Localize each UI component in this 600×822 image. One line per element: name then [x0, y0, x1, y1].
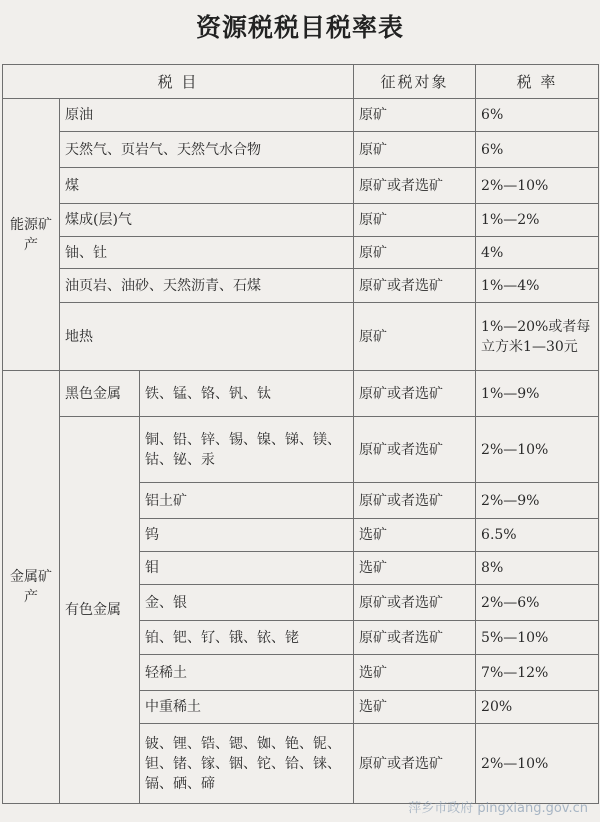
item-rate: 8% [476, 552, 599, 585]
item-object: 选矿 [354, 519, 476, 552]
item-rate: 4% [476, 237, 599, 269]
item-object: 原矿 [354, 204, 476, 237]
item-object: 原矿 [354, 303, 476, 371]
item-object: 原矿或者选矿 [354, 371, 476, 417]
item-name: 油页岩、油砂、天然沥青、石煤 [60, 269, 354, 303]
item-name: 钼 [140, 552, 354, 585]
item-object: 原矿或者选矿 [354, 168, 476, 204]
item-object: 原矿或者选矿 [354, 585, 476, 621]
item-object: 原矿或者选矿 [354, 269, 476, 303]
table-row [3, 417, 599, 483]
header-rate: 税 率 [476, 65, 599, 99]
item-name: 轻稀土 [140, 655, 354, 691]
item-name: 铍、锂、锆、锶、铷、铯、铌、钽、锗、镓、铟、铊、铪、铼、镉、硒、碲 [140, 724, 354, 804]
item-object: 原矿 [354, 132, 476, 168]
item-object: 选矿 [354, 655, 476, 691]
header-item: 税 目 [3, 65, 354, 99]
item-object: 原矿或者选矿 [354, 483, 476, 519]
item-object: 原矿 [354, 237, 476, 269]
table-row [3, 269, 599, 303]
item-name: 煤 [60, 168, 354, 204]
item-name: 钨 [140, 519, 354, 552]
item-rate: 6% [476, 132, 599, 168]
table-row [3, 237, 599, 269]
item-name: 中重稀土 [140, 691, 354, 724]
table-row [3, 303, 599, 371]
header-object: 征税对象 [354, 65, 476, 99]
category-energy: 能源矿产 [3, 99, 60, 371]
item-rate: 2%—10% [476, 168, 599, 204]
item-rate: 6.5% [476, 519, 599, 552]
item-object: 原矿或者选矿 [354, 417, 476, 483]
item-rate: 5%—10% [476, 621, 599, 655]
watermark: 萍乡市政府 pingxiang.gov.cn [408, 801, 588, 816]
item-name: 煤成(层)气 [60, 204, 354, 237]
item-object: 选矿 [354, 691, 476, 724]
table-row [3, 168, 599, 204]
item-name: 铂、钯、钌、锇、铱、铑 [140, 621, 354, 655]
item-rate: 1%—4% [476, 269, 599, 303]
item-rate: 6% [476, 99, 599, 132]
subcategory-nonferrous: 有色金属 [60, 417, 140, 804]
item-name: 天然气、页岩气、天然气水合物 [60, 132, 354, 168]
item-rate: 1%—9% [476, 371, 599, 417]
item-object: 原矿或者选矿 [354, 621, 476, 655]
item-name: 铝土矿 [140, 483, 354, 519]
table-row [3, 371, 599, 417]
item-object: 原矿 [354, 99, 476, 132]
item-name: 原油 [60, 99, 354, 132]
item-object: 选矿 [354, 552, 476, 585]
item-name: 铀、钍 [60, 237, 354, 269]
header-row [3, 65, 599, 99]
item-name: 金、银 [140, 585, 354, 621]
category-metal: 金属矿产 [3, 371, 60, 804]
item-rate: 7%—12% [476, 655, 599, 691]
table-row [3, 99, 599, 132]
table-row [3, 204, 599, 237]
item-rate: 2%—6% [476, 585, 599, 621]
item-name: 地热 [60, 303, 354, 371]
subcategory-ferrous: 黑色金属 [60, 371, 140, 417]
item-rate: 1%—2% [476, 204, 599, 237]
page-title: 资源税税目税率表 [195, 13, 404, 42]
item-rate: 2%—9% [476, 483, 599, 519]
item-rate: 2%—10% [476, 417, 599, 483]
table-row [3, 132, 599, 168]
item-rate: 2%—10% [476, 724, 599, 804]
item-name: 铜、铅、锌、锡、镍、锑、镁、钴、铋、汞 [140, 417, 354, 483]
item-name: 铁、锰、铬、钒、钛 [140, 371, 354, 417]
item-rate: 20% [476, 691, 599, 724]
item-object: 原矿或者选矿 [354, 724, 476, 804]
tax-rate-table [2, 64, 599, 804]
item-rate: 1%—20%或者每立方米1—30元 [476, 303, 599, 371]
